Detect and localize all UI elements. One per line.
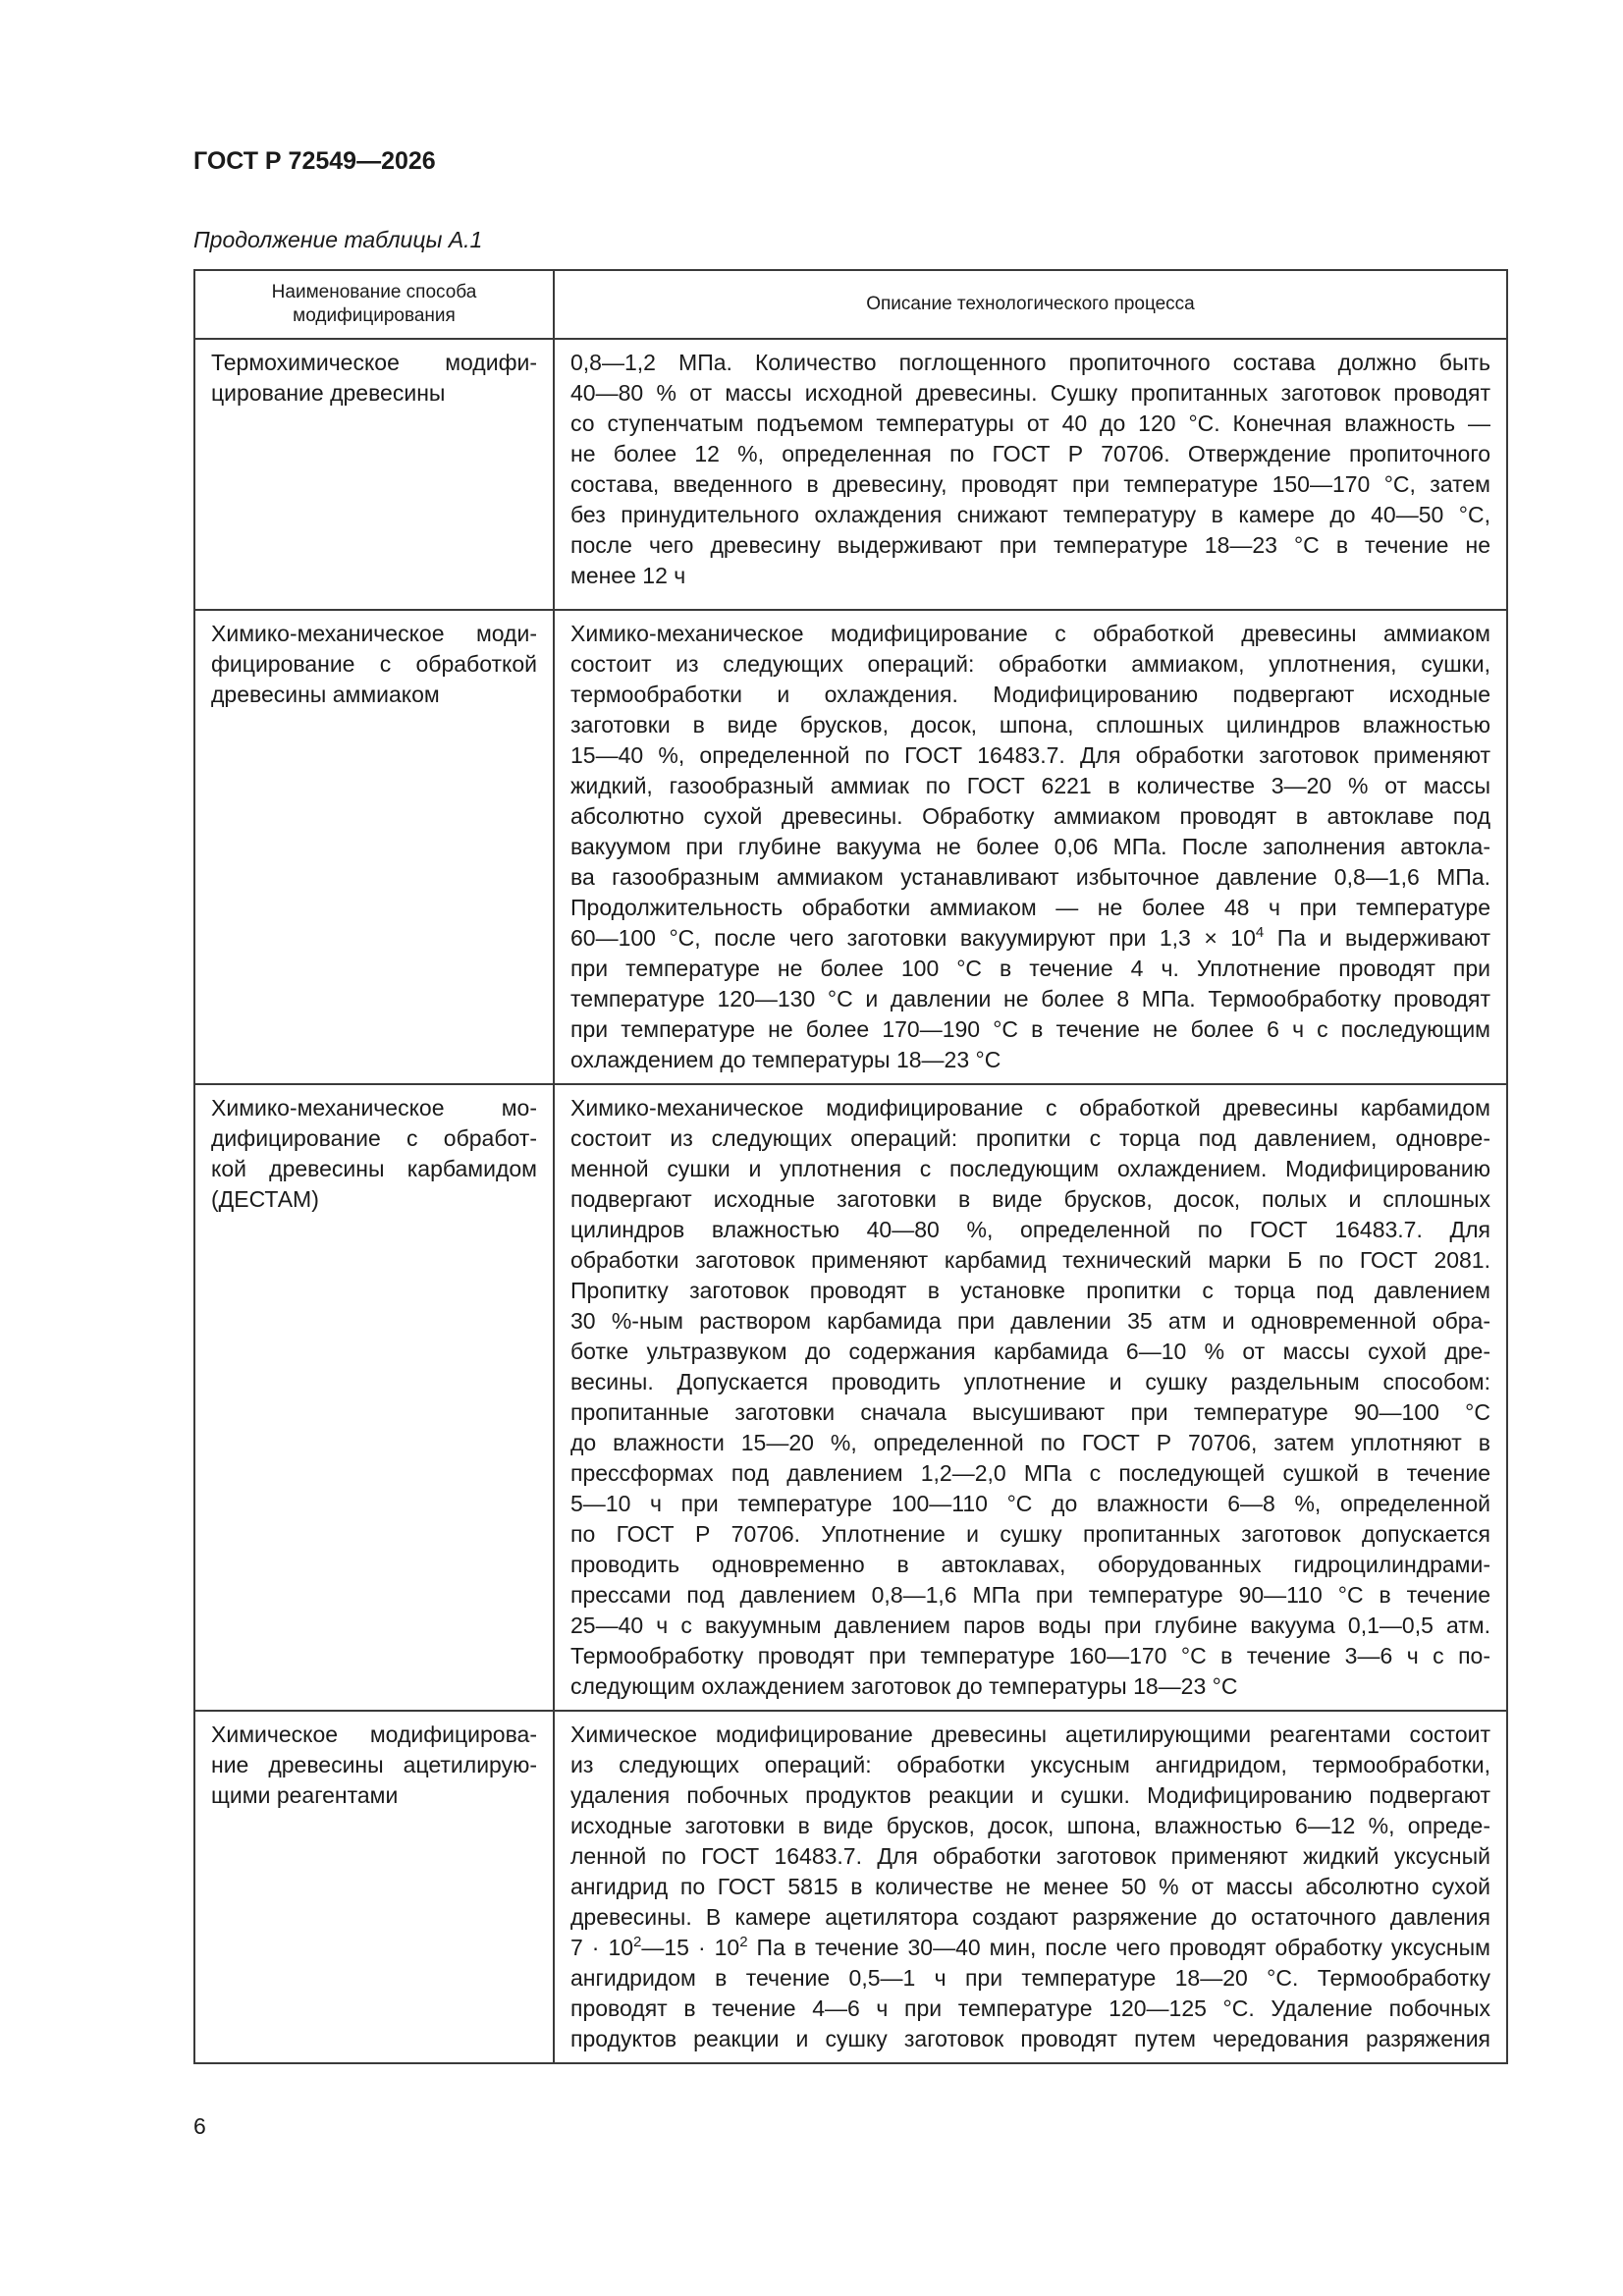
desc-line: абсолютно сухой древесины. Обработку аммиаком проводят в автоклаве под: [570, 803, 1490, 829]
method-name-line: кой древесины карбамидом: [211, 1156, 537, 1181]
desc-line: Продолжительность обработки аммиаком — не более 48 ч при температуре: [570, 895, 1490, 920]
desc-line: при температуре не более 170—190 °С в течение не более 6 ч с последующим: [570, 1016, 1490, 1042]
method-name-line: дифицирование с обработ-: [211, 1125, 537, 1151]
method-name-line: цирование древесины: [211, 380, 446, 406]
desc-line: не более 12 %, определенная по ГОСТ Р 70706. Отверждение пропиточного: [570, 441, 1490, 466]
desc-line: древесины. В камере ацетилятора создают разряжение до остаточного давления: [570, 1904, 1490, 1930]
desc-line: Пропитку заготовок проводят в установке пропитки с торца под давлением: [570, 1278, 1490, 1303]
method-name-line: (ДЕСТАМ): [211, 1186, 319, 1212]
desc-line: при температуре не более 100 °С в течение 4 ч. Уплотнение проводят при: [570, 956, 1490, 981]
desc-line: Химико-механическое модифицирование с обработкой древесины аммиаком: [570, 621, 1490, 646]
table-caption: Продолжение таблицы А.1: [193, 227, 483, 252]
method-name-cell: [194, 339, 554, 610]
desc-line: 40—80 % от массы исходной древесины. Сушку пропитанных заготовок проводят: [570, 380, 1490, 406]
desc-line-exponent: 60—100 °С, после чего заготовки вакуумируют при $1,3 \times 10^4$ Па и выдерживают: [570, 924, 1491, 951]
desc-line: из следующих операций: обработки уксусным ангидридом, термообработки,: [570, 1752, 1490, 1777]
desc-line: прессформах под давлением 1,2—2,0 МПа с последующей сушкой в течение: [570, 1460, 1490, 1486]
desc-line: ботке ультразвуком до содержания карбамида 6—10 % от массы сухой дре-: [570, 1339, 1490, 1364]
desc-line: следующим охлаждением заготовок до температуры 18—23 °С: [570, 1673, 1238, 1699]
desc-line: 25—40 ч с вакуумным давлением паров воды при глубине вакуума 0,1—0,5 атм.: [570, 1613, 1490, 1638]
desc-line: ангидридом в течение 0,5—1 ч при температуре 18—20 °С. Термообработку: [570, 1965, 1490, 1991]
header-method-name: Наименование способа модифицирования: [194, 270, 554, 339]
desc-line: цилиндров влажностью 40—80 %, определенной по ГОСТ 16483.7. Для: [570, 1217, 1490, 1242]
process-description-cell: [554, 339, 1507, 610]
table-row: [194, 339, 1507, 610]
process-description-cell: [554, 1084, 1507, 1711]
desc-line: продуктов реакции и сушку заготовок проводят путем чередования разряжения: [570, 2026, 1490, 2051]
desc-line: до влажности 15—20 %, определенной по ГОСТ Р 70706, затем уплотняют в: [570, 1430, 1490, 1455]
page-number: 6: [193, 2113, 206, 2139]
desc-line: удаления побочных продуктов реакции и сушки. Модифицированию подвергают: [570, 1782, 1490, 1808]
desc-line: Химико-механическое модифицирование с обработкой древесины карбамидом: [570, 1095, 1490, 1121]
method-name-cell: [194, 610, 554, 1084]
desc-line: состоит из следующих операций: обработки аммиаком, уплотнения, сушки,: [570, 651, 1490, 677]
method-name-cell: [194, 1711, 554, 2063]
method-name-cell: [194, 1084, 554, 1711]
method-name-line: Химическое модифицирова-: [211, 1722, 537, 1747]
desc-line: состава, введенного в древесину, проводят при температуре 150—170 °С, затем: [570, 471, 1490, 497]
desc-line: Термообработку проводят при температуре 160—170 °С в течение 3—6 ч с по-: [570, 1643, 1490, 1668]
table-row: [194, 610, 1507, 1084]
desc-line: 15—40 %, определенной по ГОСТ 16483.7. Для обработки заготовок применяют: [570, 742, 1490, 768]
process-description-cell: [554, 1711, 1507, 2063]
desc-line: ленной по ГОСТ 16483.7. Для обработки заготовок применяют жидкий уксусный: [570, 1843, 1490, 1869]
desc-line: подвергают исходные заготовки в виде брусков, досок, полых и сплошных: [570, 1186, 1490, 1212]
desc-line: менее 12 ч: [570, 563, 686, 588]
method-name-line: древесины аммиаком: [211, 682, 440, 707]
method-name-line: ние древесины ацетилирую-: [211, 1752, 537, 1777]
desc-line: по ГОСТ Р 70706. Уплотнение и сушку пропитанных заготовок допускается: [570, 1521, 1490, 1547]
desc-line: состоит из следующих операций: пропитки с торца под давлением, одновре-: [570, 1125, 1490, 1151]
table-row: [194, 1084, 1507, 1711]
desc-line: проводить одновременно в автоклавах, оборудованных гидроцилиндрами-: [570, 1552, 1490, 1577]
desc-line: 5—10 ч при температуре 100—110 °С до влажности 6—8 %, определенной: [570, 1491, 1490, 1516]
method-name-line: Термохимическое модифи-: [211, 350, 537, 375]
table-row: [194, 1711, 1507, 2063]
method-name-line: Химико-механическое моди-: [211, 621, 537, 646]
desc-line: без принудительного охлаждения снижают температуру в камере до 40—50 °С,: [570, 502, 1490, 527]
desc-line: заготовки в виде брусков, досок, шпона, сплошных цилиндров влажностью: [570, 712, 1490, 738]
method-name-line: Химико-механическое мо-: [211, 1095, 537, 1121]
desc-line: пропитанные заготовки сначала высушивают при температуре 90—100 °С: [570, 1399, 1490, 1425]
desc-line: весины. Допускается проводить уплотнение и сушку раздельным способом:: [570, 1369, 1490, 1394]
desc-line-exponent: $7 \cdot 10^2—15 \cdot 10^2$ Па в течение 30—40 мин, после чего проводят обработку уксусным: [570, 1934, 1490, 1960]
desc-line: температуре 120—130 °С и давлении не более 8 МПа. Термообработку проводят: [570, 986, 1490, 1011]
desc-line: со ступенчатым подъемом температуры от 40 до 120 °С. Конечная влажность —: [570, 410, 1490, 436]
desc-line: прессами под давлением 0,8—1,6 МПа при температуре 90—110 °С в течение: [570, 1582, 1490, 1608]
desc-line: обработки заготовок применяют карбамид технический марки Б по ГОСТ 2081.: [570, 1247, 1490, 1273]
method-name-line: фицирование с обработкой: [211, 651, 537, 677]
method-name-line: щими реагентами: [211, 1782, 399, 1808]
desc-line: вакуумом при глубине вакуума не более 0,06 МПа. После заполнения автокла-: [570, 834, 1490, 859]
desc-line: 0,8—1,2 МПа. Количество поглощенного пропиточного состава должно быть: [570, 350, 1490, 375]
desc-line: менной сушки и уплотнения с последующим охлаждением. Модифицированию: [570, 1156, 1490, 1181]
process-description-cell: [554, 610, 1507, 1084]
desc-line: термообработки и охлаждения. Модифицированию подвергают исходные: [570, 682, 1490, 707]
desc-line: ва газообразным аммиаком устанавливают избыточное давление 0,8—1,6 МПа.: [570, 864, 1490, 890]
desc-line: Химическое модифицирование древесины ацетилирующими реагентами состоит: [570, 1722, 1490, 1747]
document-title: ГОСТ Р 72549—2026: [193, 147, 436, 175]
desc-line: охлаждением до температуры 18—23 °С: [570, 1047, 1001, 1072]
desc-line: ангидрид по ГОСТ 5815 в количестве не менее 50 % от массы абсолютно сухой: [570, 1874, 1490, 1899]
desc-line: исходные заготовки в виде брусков, досок, шпона, влажностью 6—12 %, опреде-: [570, 1813, 1490, 1838]
desc-line: проводят в течение 4—6 ч при температуре 120—125 °С. Удаление побочных: [570, 1995, 1490, 2021]
desc-line: 30 %-ным раствором карбамида при давлении 35 атм и одновременной обра-: [570, 1308, 1490, 1334]
table-header-row: [194, 270, 1507, 339]
desc-line: жидкий, газообразный аммиак по ГОСТ 6221 в количестве 3—20 % от массы: [570, 773, 1490, 798]
header-process-description: Описание технологического процесса: [554, 270, 1507, 339]
process-table: [193, 269, 1508, 2064]
desc-line: после чего древесину выдерживают при температуре 18—23 °С в течение не: [570, 532, 1490, 558]
